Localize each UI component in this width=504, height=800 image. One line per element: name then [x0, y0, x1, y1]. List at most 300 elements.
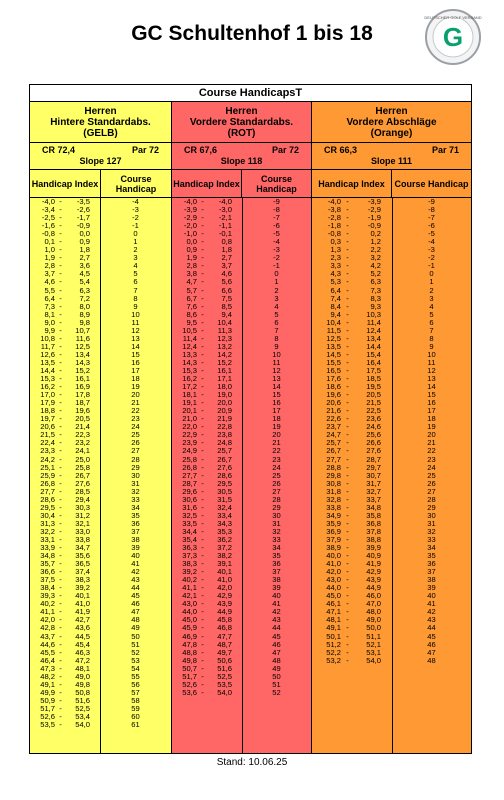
course-handicap: 61 [131, 720, 140, 730]
index-from: 21,6 [326, 406, 341, 416]
course-handicap: 30 [272, 510, 281, 520]
course-handicap: -3 [132, 205, 139, 215]
index-to: 35,8 [366, 510, 381, 520]
index-from: -2,5 [41, 213, 55, 223]
course-handicap: -6 [273, 221, 280, 231]
course-handicap: -8 [428, 205, 435, 215]
range-dash: - [201, 687, 204, 697]
range-dash: - [59, 543, 62, 553]
index-to: 30,5 [217, 486, 232, 496]
range-dash: - [346, 197, 349, 206]
course-handicap: 14 [272, 382, 281, 392]
index-from: 22,6 [326, 414, 341, 424]
range-dash: - [201, 623, 204, 633]
range-dash: - [59, 607, 62, 617]
range-dash: - [59, 671, 62, 681]
index-to: -4,0 [218, 197, 232, 206]
range-dash: - [59, 631, 62, 641]
tee-header [312, 102, 471, 143]
index-to: 42,9 [217, 591, 232, 601]
index-from: 49,1 [40, 679, 55, 689]
course-handicap: 19 [272, 422, 281, 432]
course-handicap: 25 [131, 430, 140, 440]
index-from: -2,9 [183, 213, 197, 223]
range-dash: - [346, 398, 349, 408]
index-from: 18,6 [326, 382, 341, 392]
index-from: 19,7 [40, 414, 55, 424]
index-from: 3,3 [330, 261, 341, 271]
course-handicap: 48 [427, 655, 436, 665]
course-handicap: 27 [427, 486, 436, 496]
course-handicap: -7 [273, 213, 280, 223]
index-from: 18,8 [40, 406, 55, 416]
index-from: 23,9 [182, 438, 197, 448]
index-from: 34,8 [40, 551, 55, 561]
course-handicap: 20 [427, 430, 436, 440]
course-handicap: 26 [427, 478, 436, 488]
course-handicap-header: Course Handicap [241, 170, 311, 197]
range-dash: - [201, 663, 204, 673]
range-dash: - [59, 687, 62, 697]
index-from: 9,0 [44, 317, 55, 327]
index-from: 52,6 [182, 679, 197, 689]
course-handicap: 6 [274, 317, 279, 327]
index-from: 42,1 [182, 591, 197, 601]
range-dash: - [201, 551, 204, 561]
index-to: 24,6 [366, 422, 381, 432]
index-to: 37,2 [217, 543, 232, 553]
index-to: 40,9 [366, 551, 381, 561]
index-to: 1,8 [221, 245, 232, 255]
course-handicap: 18 [131, 374, 140, 384]
index-from: 46,9 [182, 631, 197, 641]
index-to: 31,2 [75, 510, 90, 520]
range-dash: - [201, 301, 204, 311]
index-to: 43,9 [366, 575, 381, 585]
course-handicap: 10 [427, 349, 436, 359]
index-from: 4,6 [44, 277, 55, 287]
range-dash: - [201, 631, 204, 641]
course-handicap: 34 [427, 543, 436, 553]
range-dash: - [59, 486, 62, 496]
range-dash: - [201, 470, 204, 480]
course-handicap: 29 [427, 502, 436, 512]
course-handicap: 9 [429, 341, 434, 351]
course-handicap: 33 [427, 534, 436, 544]
index-to: 6,3 [79, 285, 90, 295]
index-from: 30,8 [326, 478, 341, 488]
course-handicap: 24 [427, 462, 436, 472]
index-to: 53,5 [217, 679, 232, 689]
course-handicap: 40 [272, 591, 281, 601]
index-from: 44,0 [326, 583, 341, 593]
index-from: 19,6 [326, 390, 341, 400]
range-dash: - [346, 245, 349, 255]
range-dash: - [59, 623, 62, 633]
course-handicap: 2 [133, 245, 138, 255]
range-dash: - [346, 422, 349, 432]
range-dash: - [59, 591, 62, 601]
index-from: 12,6 [40, 349, 55, 359]
index-from: 7,6 [186, 301, 197, 311]
course-handicap: 36 [272, 559, 281, 569]
range-dash: - [201, 607, 204, 617]
range-dash: - [201, 205, 204, 215]
handicap-index-header: Handicap Index [31, 178, 99, 189]
course-handicap: 42 [427, 607, 436, 617]
index-to: 44,9 [366, 583, 381, 593]
range-dash: - [201, 446, 204, 456]
range-dash: - [201, 221, 204, 231]
index-to: 11,3 [217, 325, 232, 335]
range-dash: - [59, 229, 62, 239]
course-handicap: 5 [133, 269, 138, 279]
slope-rating: Slope 118 [220, 156, 263, 166]
index-to: 32,7 [366, 486, 381, 496]
course-handicap: 16 [427, 398, 436, 408]
range-dash: - [201, 422, 204, 432]
range-dash: - [346, 534, 349, 544]
course-handicap: 9 [274, 341, 279, 351]
course-handicap: 48 [272, 655, 281, 665]
index-from: 22,9 [182, 430, 197, 440]
index-from: 14,4 [40, 365, 55, 375]
course-handicap: 25 [272, 470, 281, 480]
range-dash: - [201, 237, 204, 247]
range-dash: - [201, 559, 204, 569]
index-to: 2,2 [370, 245, 381, 255]
course-handicap: 14 [427, 382, 436, 392]
course-handicap: 41 [131, 559, 140, 569]
range-dash: - [346, 293, 349, 303]
range-dash: - [201, 365, 204, 375]
range-dash: - [59, 478, 62, 488]
index-from: 46,1 [326, 599, 341, 609]
course-handicap: -3 [273, 245, 280, 255]
course-handicap: -3 [428, 245, 435, 255]
index-from: 13,5 [326, 341, 341, 351]
index-from: 35,7 [40, 559, 55, 569]
range-dash: - [59, 518, 62, 528]
index-to: 52,1 [366, 639, 381, 649]
index-from: 53,2 [326, 655, 341, 665]
index-from: 17,6 [326, 374, 341, 384]
index-from: 10,5 [182, 325, 197, 335]
course-handicap: 3 [429, 293, 434, 303]
range-dash: - [346, 317, 349, 327]
range-dash: - [201, 398, 204, 408]
course-handicap: 44 [272, 623, 281, 633]
index-from: 14,5 [326, 349, 341, 359]
course-handicap: 8 [274, 333, 279, 343]
index-from: 33,5 [182, 518, 197, 528]
course-handicap: 46 [272, 639, 281, 649]
course-handicap: 49 [131, 623, 140, 633]
index-from: 35,4 [182, 534, 197, 544]
index-from: 4,7 [186, 277, 197, 287]
index-from: 48,2 [40, 671, 55, 681]
index-to: 26,7 [217, 454, 232, 464]
index-to: 36,8 [366, 518, 381, 528]
range-dash: - [201, 591, 204, 601]
index-from: 43,0 [326, 575, 341, 585]
range-dash: - [346, 494, 349, 504]
tee-tee-color: (Orange) [370, 127, 413, 139]
course-handicap: 28 [131, 454, 140, 464]
index-from: 27,7 [182, 470, 197, 480]
index-from: 3,7 [44, 269, 55, 279]
course-handicap: 38 [131, 534, 140, 544]
index-to: -3,9 [367, 197, 381, 206]
index-to: 48,7 [217, 639, 232, 649]
range-dash: - [59, 414, 62, 424]
range-dash: - [346, 349, 349, 359]
course-rating: CR 72,4 [42, 145, 76, 155]
handicap-rows [312, 198, 471, 754]
range-dash: - [346, 631, 349, 641]
course-handicap: 37 [131, 526, 140, 536]
index-to: 47,0 [366, 599, 381, 609]
index-to: 16,1 [75, 374, 90, 384]
index-to: 40,1 [217, 567, 232, 577]
index-to: 11,4 [366, 317, 381, 327]
tee-block-orange [311, 102, 471, 753]
course-handicap: 7 [133, 285, 138, 295]
index-to: 50,0 [366, 623, 381, 633]
course-handicap: 0 [429, 269, 434, 279]
index-to: 47,2 [75, 655, 90, 665]
range-dash: - [59, 679, 62, 689]
index-from: 50,9 [40, 695, 55, 705]
index-to: 16,9 [75, 382, 90, 392]
index-from: 36,9 [326, 526, 341, 536]
index-to: 19,5 [366, 382, 381, 392]
course-handicap: 19 [427, 422, 436, 432]
course-handicap: 57 [131, 687, 140, 697]
course-handicap: -5 [428, 229, 435, 239]
range-dash: - [346, 607, 349, 617]
range-dash: - [346, 470, 349, 480]
index-to: 19,0 [217, 390, 232, 400]
index-from: 49,1 [326, 623, 341, 633]
range-dash: - [201, 325, 204, 335]
course-handicap: 16 [272, 398, 281, 408]
index-from: 9,4 [330, 309, 341, 319]
index-to: 42,9 [366, 567, 381, 577]
index-from: 8,1 [44, 309, 55, 319]
index-from: 53,6 [182, 687, 197, 697]
index-from: 2,8 [186, 261, 197, 271]
index-from: 39,3 [40, 591, 55, 601]
index-from: 16,2 [40, 382, 55, 392]
tee-block-rot [171, 102, 311, 753]
index-to: 5,6 [221, 277, 232, 287]
index-from: 34,9 [326, 510, 341, 520]
index-from: -4,0 [41, 197, 55, 206]
course-handicap: 3 [133, 253, 138, 263]
index-to: 15,2 [75, 365, 90, 375]
range-dash: - [59, 502, 62, 512]
course-handicap: 15 [131, 349, 140, 359]
index-to: 12,3 [217, 333, 232, 343]
index-to: 24,8 [217, 438, 232, 448]
index-from: 51,2 [326, 639, 341, 649]
index-from: 30,4 [40, 510, 55, 520]
course-rating: CR 67,6 [184, 145, 218, 155]
range-dash: - [201, 575, 204, 585]
range-dash: - [346, 639, 349, 649]
range-dash: - [59, 575, 62, 585]
range-dash: - [346, 559, 349, 569]
index-from: 31,3 [40, 518, 55, 528]
index-from: 41,0 [326, 559, 341, 569]
index-to: 23,8 [217, 430, 232, 440]
course-handicap: 23 [272, 454, 281, 464]
index-from: 29,6 [182, 486, 197, 496]
index-from: 7,3 [44, 301, 55, 311]
index-to: 45,4 [75, 639, 90, 649]
index-from: 46,4 [40, 655, 55, 665]
table-title: Course HandicapsT [30, 85, 471, 102]
index-from: 51,7 [40, 703, 55, 713]
tee-name: Herren [84, 105, 117, 117]
index-from: 49,8 [182, 655, 197, 665]
index-from: 26,7 [326, 446, 341, 456]
range-dash: - [59, 454, 62, 464]
index-to: 5,2 [370, 269, 381, 279]
range-dash: - [201, 599, 204, 609]
index-to: 41,0 [75, 599, 90, 609]
index-from: 2,8 [44, 261, 55, 271]
index-from: 28,8 [326, 462, 341, 472]
index-from: 15,3 [40, 374, 55, 384]
course-handicap: 47 [272, 647, 281, 657]
index-to: -0,9 [76, 221, 90, 231]
index-to: 51,6 [75, 695, 90, 705]
index-to: 40,1 [75, 591, 90, 601]
course-handicap: 51 [272, 679, 281, 689]
index-to: 2,7 [221, 253, 232, 263]
course-handicap: 42 [272, 607, 281, 617]
tee-name: Herren [375, 105, 408, 117]
index-from: 1,9 [44, 253, 55, 263]
range-dash: - [59, 398, 62, 408]
index-to: 12,5 [75, 341, 90, 351]
range-dash: - [346, 277, 349, 287]
range-dash: - [201, 357, 204, 367]
course-handicap: -1 [273, 261, 280, 271]
index-to: 7,5 [221, 293, 232, 303]
course-handicap: 24 [272, 462, 281, 472]
course-handicap: 45 [272, 631, 281, 641]
index-from: 40,2 [40, 599, 55, 609]
course-handicap: 38 [272, 575, 281, 585]
dgv-logo [424, 8, 482, 66]
index-from: 31,6 [182, 502, 197, 512]
range-dash: - [201, 478, 204, 488]
index-to: 3,7 [221, 261, 232, 271]
index-from: 20,1 [182, 406, 197, 416]
range-dash: - [59, 365, 62, 375]
range-dash: - [201, 213, 204, 223]
index-from: 10,4 [326, 317, 341, 327]
range-dash: - [346, 526, 349, 536]
course-handicap: 29 [131, 462, 140, 472]
course-handicap: -1 [428, 261, 435, 271]
course-handicap: 4 [429, 301, 434, 311]
range-dash: - [201, 269, 204, 279]
range-dash: - [201, 639, 204, 649]
range-dash: - [59, 309, 62, 319]
course-handicap: 54 [131, 663, 140, 673]
index-from: 15,5 [326, 357, 341, 367]
index-to: 18,7 [75, 398, 90, 408]
index-to: 45,8 [217, 615, 232, 625]
index-from: -4,0 [327, 197, 341, 206]
course-handicap: 20 [272, 430, 281, 440]
range-dash: - [346, 365, 349, 375]
range-dash: - [201, 454, 204, 464]
range-dash: - [59, 720, 62, 730]
tee-header [30, 102, 171, 143]
range-dash: - [201, 261, 204, 271]
index-from: 32,5 [182, 510, 197, 520]
course-handicap: 15 [272, 390, 281, 400]
course-handicap: 30 [427, 510, 436, 520]
index-to: 7,2 [79, 293, 90, 303]
index-to: 39,2 [75, 583, 90, 593]
course-handicap: 10 [272, 349, 281, 359]
index-from: -1,0 [183, 229, 197, 239]
range-dash: - [201, 567, 204, 577]
range-dash: - [59, 253, 62, 263]
range-dash: - [346, 382, 349, 392]
index-from: 27,7 [40, 486, 55, 496]
range-dash: - [346, 253, 349, 263]
index-to: 15,4 [366, 349, 381, 359]
course-handicap: 43 [131, 575, 140, 585]
range-dash: - [346, 213, 349, 223]
index-to: 8,5 [221, 301, 232, 311]
index-from: 11,4 [182, 333, 197, 343]
index-to: -2,9 [367, 205, 381, 215]
index-to: 20,0 [217, 398, 232, 408]
index-to: 50,8 [75, 687, 90, 697]
index-to: 33,0 [75, 526, 90, 536]
index-to: -3,0 [218, 205, 232, 215]
course-handicap: -8 [273, 205, 280, 215]
index-to: 34,8 [366, 502, 381, 512]
course-handicap: 0 [274, 269, 279, 279]
range-dash: - [346, 309, 349, 319]
index-to: 39,9 [366, 543, 381, 553]
index-from: 30,6 [182, 494, 197, 504]
index-from: 0,3 [330, 237, 341, 247]
index-from: 14,3 [182, 357, 197, 367]
index-from: 3,8 [186, 269, 197, 279]
index-from: 24,2 [40, 454, 55, 464]
index-from: 45,5 [40, 647, 55, 657]
index-to: -0,9 [367, 221, 381, 231]
index-from: 42,8 [40, 623, 55, 633]
index-from: 29,5 [40, 502, 55, 512]
range-dash: - [346, 518, 349, 528]
index-to: 46,0 [366, 591, 381, 601]
course-handicap: 35 [131, 510, 140, 520]
column-headers [172, 170, 311, 198]
index-to: 52,5 [75, 703, 90, 713]
column-separator [100, 198, 101, 754]
